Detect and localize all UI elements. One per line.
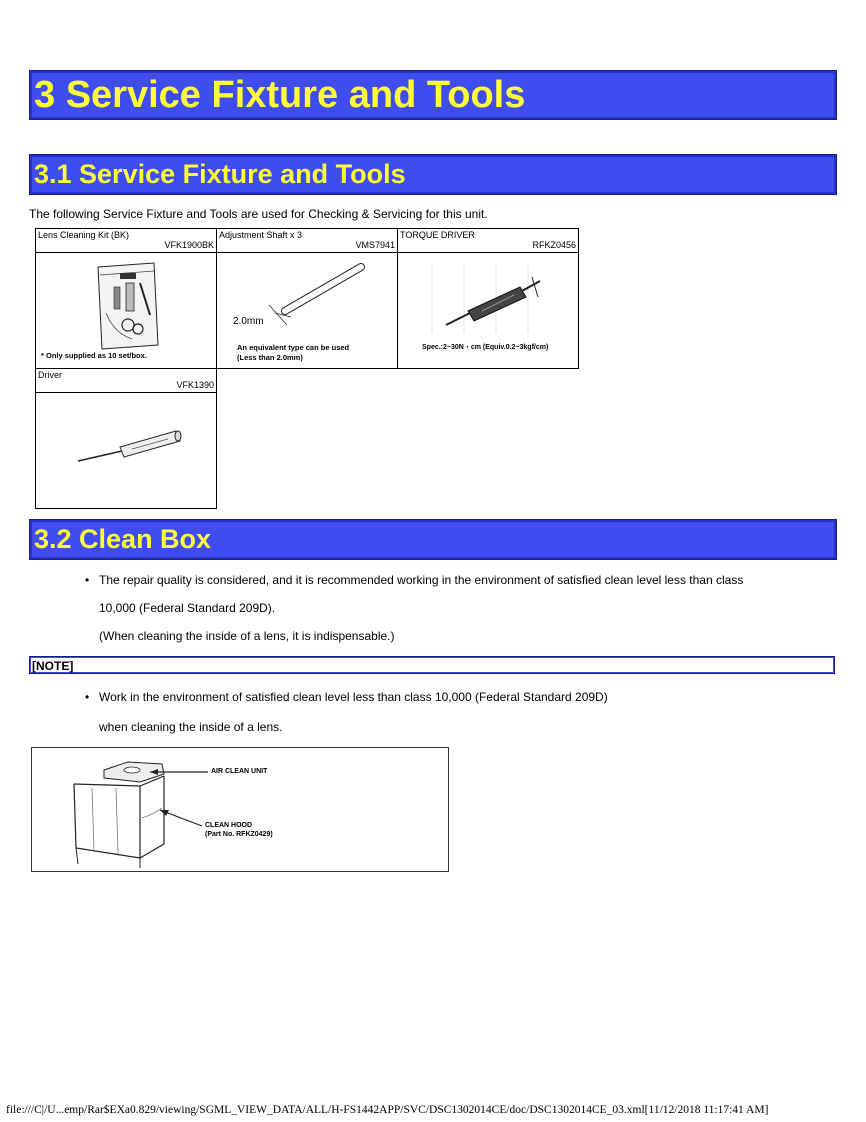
bullet-text: The repair quality is considered, and it is recommended working in the environment of satisfied clean level less than class	[99, 573, 744, 587]
section-heading-service-tools	[29, 154, 837, 195]
bullet-continuation: when cleaning the inside of a lens.	[99, 720, 283, 734]
bullet-text: Work in the environment of satisfied clean level less than class 10,000 (Federal Standard 209D)	[99, 690, 608, 704]
driver-illustration	[36, 393, 216, 508]
bullet-dot: •	[85, 573, 90, 587]
bullet-dot: •	[85, 690, 90, 704]
bullet-continuation: (When cleaning the inside of a lens, it is indispensable.)	[99, 629, 395, 643]
bullet-item	[85, 690, 608, 704]
tool-image-lens-kit	[35, 252, 217, 369]
tool-header-adjustment-shaft	[216, 228, 398, 253]
air-clean-unit-label: AIR CLEAN UNIT	[211, 768, 268, 775]
bullet-item	[85, 573, 744, 587]
tool-code: VFK1390	[176, 380, 214, 390]
chapter-title: 3 Service Fixture and Tools	[34, 74, 526, 116]
tool-label: Driver	[38, 370, 62, 380]
tool-header-lens-kit	[35, 228, 217, 253]
tool-header-torque-driver	[397, 228, 579, 253]
tool-label: Lens Cleaning Kit (BK)	[38, 230, 130, 240]
section-title-service-tools: 3.1 Service Fixture and Tools	[34, 159, 406, 189]
file-path-footer: file:///C|/U...emp/Rar$EXa0.829/viewing/SGML_VIEW_DATA/ALL/H-FS1442APP/SVC/DSC1302014CE/doc/DSC1302014CE_03.xml[11/12/2018 11:17:41 AM]	[6, 1104, 769, 1116]
tool-code: RFKZ0456	[532, 240, 576, 250]
clean-box-figure	[31, 747, 449, 872]
tool-image-adjustment-shaft	[216, 252, 398, 369]
intro-text: The following Service Fixture and Tools are used for Checking & Servicing for this unit.	[29, 207, 488, 221]
shaft-dimension: 2.0mm	[233, 316, 264, 327]
tool-code: VMS7941	[355, 240, 395, 250]
part-number-label: (Part No. RFKZ0429)	[205, 831, 273, 838]
chapter-heading	[29, 70, 837, 120]
bullet-continuation: 10,000 (Federal Standard 209D).	[99, 601, 276, 615]
tool-note: An equivalent type can be used	[237, 343, 350, 352]
note-title: [NOTE]	[32, 659, 74, 673]
tool-note: (Less than 2.0mm)	[237, 353, 303, 362]
tool-spec: Spec.:2~30N・cm (Equiv.0.2~3kgf/cm)	[422, 344, 549, 351]
tool-image-torque-driver	[397, 252, 579, 369]
tool-image-driver	[35, 392, 217, 509]
section-title-clean-box: 3.2 Clean Box	[34, 524, 212, 554]
clean-box-illustration	[32, 748, 448, 871]
section-heading-clean-box	[29, 519, 837, 560]
tool-header-driver	[35, 368, 217, 393]
tool-code: VFK1900BK	[164, 240, 214, 250]
note-bar	[29, 656, 835, 674]
tool-note: * Only supplied as 10 set/box.	[41, 351, 147, 360]
clean-hood-label: CLEAN HOOD	[205, 822, 253, 829]
tool-label: TORQUE DRIVER	[400, 230, 475, 240]
tool-label: Adjustment Shaft x 3	[219, 230, 303, 240]
